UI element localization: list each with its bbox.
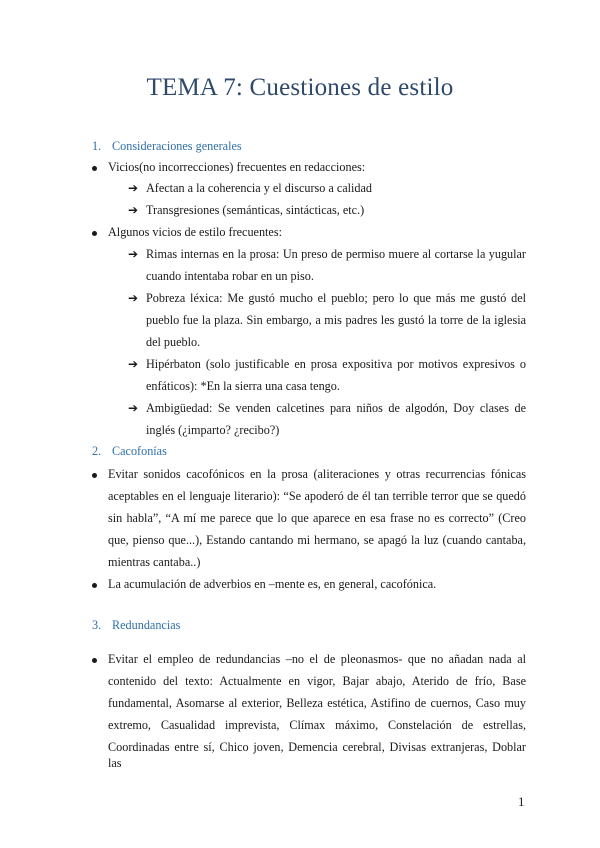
section-label: Consideraciones generales (112, 139, 242, 153)
arrow-icon: ➔ (128, 247, 139, 261)
bullet-line: Evitar sonidos cacofónicos en la prosa (aliteraciones y otras recurrencias fónicas (108, 467, 526, 481)
section-heading-2 (92, 443, 167, 459)
bullet-text: Vicios(no incorrecciones) frecuentes en redacciones: (108, 160, 366, 174)
arrow-icon: ➔ (128, 357, 139, 371)
bullet-icon (92, 658, 97, 663)
sub-bullet-line: del pueblo. (146, 335, 201, 349)
sub-bullet-line: inglés (¿imparto? ¿recibo?) (146, 423, 280, 437)
section-label: Redundancias (112, 618, 181, 632)
sub-bullet-line: cuando intentaba robar en un piso. (146, 269, 314, 283)
section-number: 2. (92, 444, 102, 458)
section-heading-1 (92, 138, 242, 154)
bullet-line: fundamental, Asomarse al exterior, Belleza estética, Astifino de cuernos, Caso muy (108, 696, 526, 710)
section-label: Cacofonías (112, 444, 167, 458)
sub-bullet-line: Hipérbaton (solo justificable en prosa expositiva por motivos expresivos o (146, 357, 526, 371)
bullet-line: aceptables en el lenguaje literario): “Se apoderó de él tan terrible terror que se quedó (108, 489, 526, 503)
bullet-icon (92, 231, 97, 236)
sub-bullet-line: enfáticos): *En la sierra una casa tengo. (146, 379, 340, 393)
bullet-line: Coordinadas entre sí, Chico joven, Demencia cerebral, Divisas extranjeras, Doblar las (108, 740, 526, 770)
page-number: 1 (518, 794, 525, 809)
bullet-text: Algunos vicios de estilo frecuentes: (108, 225, 282, 239)
sub-bullet-line: Rimas internas en la prosa: Un preso de permiso muere al cortarse la yugular (146, 247, 526, 261)
section-number: 3. (92, 618, 102, 632)
sub-bullet-text: Transgresiones (semánticas, sintácticas, etc.) (146, 203, 365, 217)
sub-bullet-line: pueblo fue la plaza. Sin embargo, a mis padres les gustó la torre de la iglesia (146, 313, 526, 327)
arrow-icon: ➔ (128, 401, 139, 415)
page-title: TEMA 7: Cuestiones de estilo (146, 74, 454, 101)
bullet-line: Evitar el empleo de redundancias –no el de pleonasmos- que no añadan nada al (108, 652, 526, 666)
bullet-text: La acumulación de adverbios en –mente es, en general, cacofónica. (108, 577, 437, 591)
sub-bullet-text: Afectan a la coherencia y el discurso a calidad (146, 181, 373, 195)
bullet-line: mientras cantaba..) (108, 555, 201, 569)
section-heading-3 (92, 617, 180, 633)
bullet-line: que, pienso que...), Estando cantando mi hermano, se apagó la luz (cuando cantaba, (108, 533, 526, 547)
arrow-icon: ➔ (128, 203, 139, 217)
bullet-icon (92, 473, 97, 478)
bullet-line: extremo, Casualidad imprevista, Clímax máximo, Constelación de estrellas, (108, 718, 526, 732)
bullet-icon (92, 166, 97, 171)
arrow-icon: ➔ (128, 291, 139, 305)
section-number: 1. (92, 139, 102, 153)
sub-bullet-line: Ambigüedad: Se venden calcetines para niños de algodón, Doy clases de (146, 401, 526, 415)
bullet-line: sin habla”, “A mí me parece que lo que aparece en esa frase no es correcto” (Creo (108, 511, 526, 525)
bullet-icon (92, 583, 97, 588)
sub-bullet-line: Pobreza léxica: Me gustó mucho el pueblo; pero lo que más me gustó del (146, 291, 526, 305)
bullet-line: contenido del texto: Actualmente en vigor, Bajar abajo, Aterido de frío, Base (108, 674, 526, 688)
arrow-icon: ➔ (128, 181, 139, 195)
